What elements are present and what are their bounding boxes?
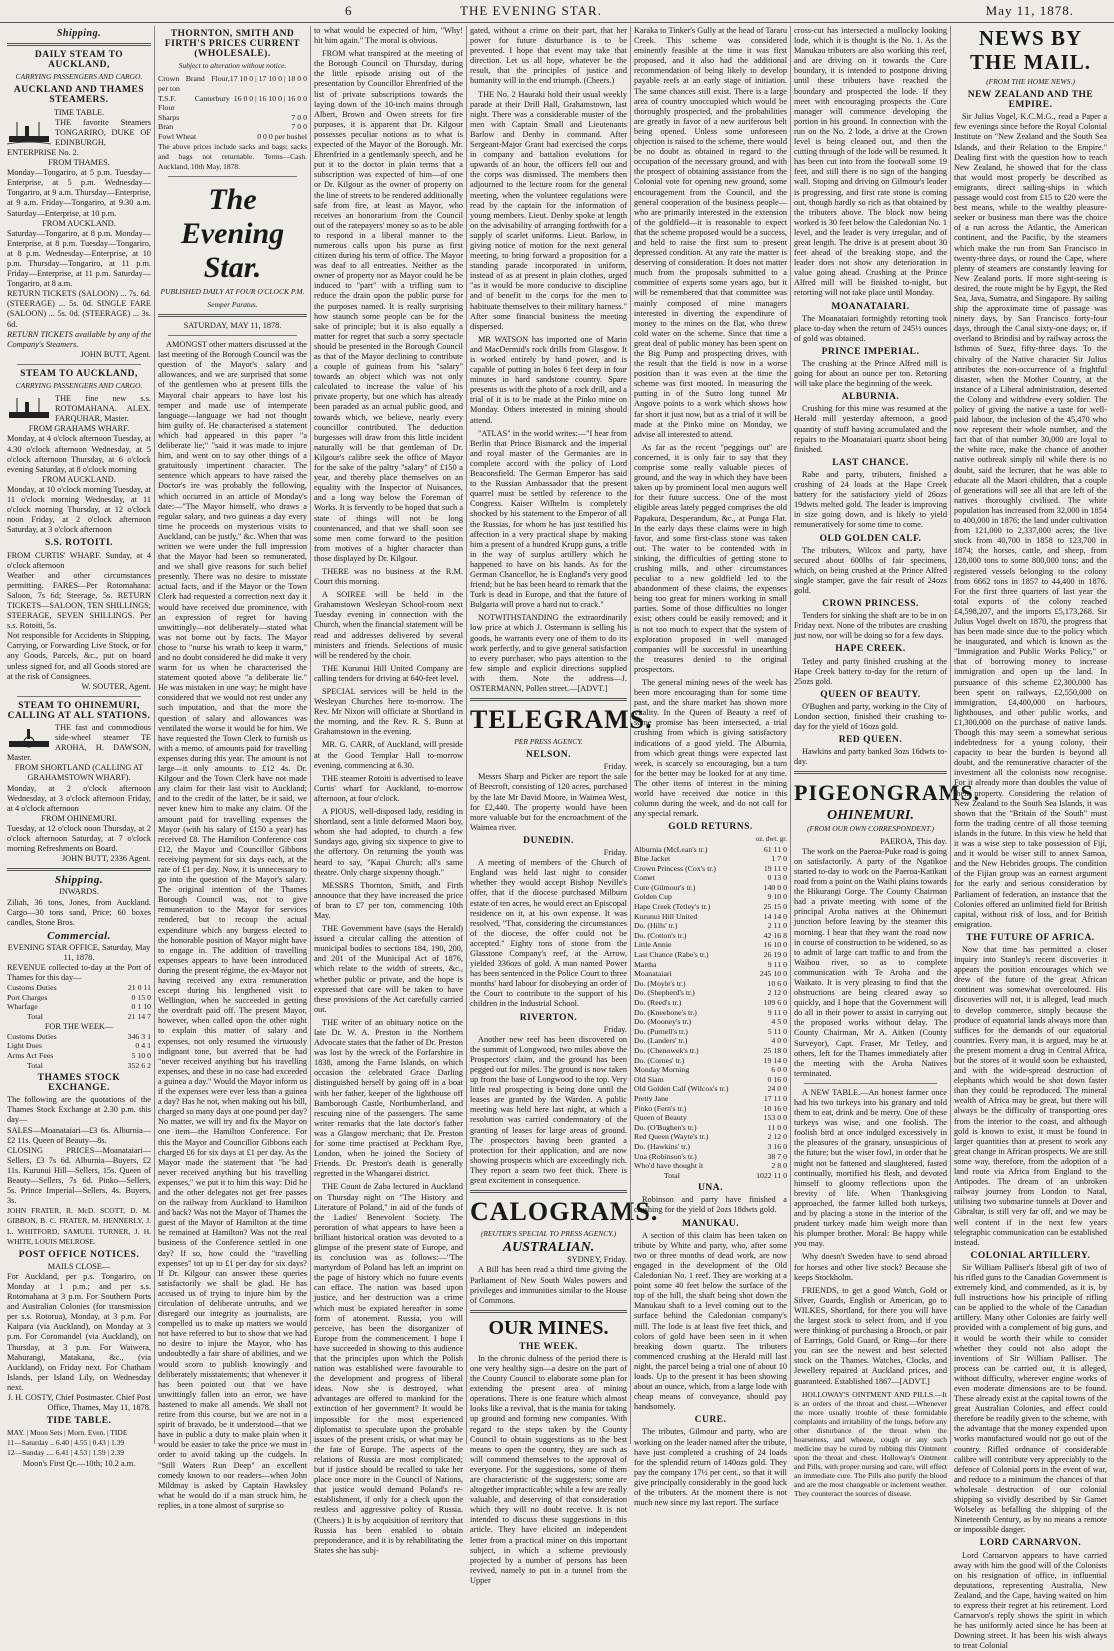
nelson-heading: NELSON. (470, 750, 627, 760)
paragraph: THE No. 2 Hauraki hold their usual weekly parade at their Drill Hall, Grahamstown, last night. There was a considerable muster of the men with Captain Small and Lieutenants Barlow and Denby in command. After Sergeant-Major Grant had exercised the corps in company and battalion evolutions for upwards of an hour, the officers fell out and the corps was dismissed. The members then adjourned to the lecture room for the general meeting, when the volunteer regulations were read by the captain for the information of young members. Lieut. Denby spoke at length on the advisability of arranging forthwith for a supply of scarlet uniforms. Lieut. Barlow, in giving notice of motion for the next general meeting, to bring forward a proposition for a standing parade incorporated in uniform, instead of as at present in plain clothes, urged "as it would be more conducive to discipline and of benefit to the corps for the men to habituate themselves to their military harness." After some financial business the meeting dispersed. (470, 90, 627, 332)
paragraph: THE steamer Rotoiti is advertised to leave Curtis' wharf for Auckland, to-morrow afternoon, at four o'clock. (314, 774, 463, 804)
gold-yield: 2 12 0 (749, 1132, 787, 1142)
post-mails: MAILS CLOSE— (7, 1262, 151, 1272)
table-row (634, 979, 787, 989)
gold-yield: 2 11 0 (749, 921, 787, 931)
week-table (7, 1032, 151, 1070)
liability-notice: Not responsible for Accidents in Shipping, Carrying, or Forwarding Live Stock, or for any Goods, Parcels, &c., put on board unless signed for, and all Goods stored are at the risk of Consignees. (7, 631, 151, 681)
ad2-title: STEAM TO AUCKLAND, (7, 369, 151, 379)
paragraph: Sir Julius Vogel, K.C.M.G., read a Paper a few evenings since before the Royal Colonial Institute on "New Zealand and the South Sea Islands, and their Relation to the Empire." Dealing first with the question how to reach New Zealand, he showed that for the class that would most properly be described as emigrants, direct sailing-ships in which passage would cost from £15 to £20 were the best means, while to the wealthy pleasure-seeker or business man there was the choice of a run across the Atlantic, the American continent, and the Pacific, by the steamers which make the run from San Francisco in twenty-three days, or round the Cape, where plenty of steamers are constantly leaving for New Zealand ports. If more sight-seeing is desired, the route might be by Egypt, the Red Sea, Java, Sumatra, and Singapore. By sailing ship the approximate time of passage was ninety days, by San Francisco forty-four days, through the Canal sixty-one days; or, if overland to Brindisi and by railway across the Isthmus of Suez, fifty-three days. To the chivalry of the Native character Sir Julius attributes the non-occurrence of a frightful disaster, when the Mother Country, at the instance of a Liberal administration, deserted the Colony and withdrew every soldier. The policy of giving the native a taste for well-paid labour, the inclusion of the 45,470 who now represent their whole number, and the fact that of that number 30,000 are loyal to the white race, make the chance of another native outbreak simply nil while there is no doubt, said the lecturer, that he was able to educate all the Maori children, that a couple of generations will see all that are left of the natives thoroughly civilised. The white population has increased from 32,000 in 1854 to 400,000 in 1876; the land under cultivation from 121,000 to 2,337,000 acres; the live stock from 40,700 in 1858 to 123,700 in 1874; the horses, cattle, and sheep, from 128,000 tons to some 800,000 tons; and the registered vessels belonging to the colony from 6662 tons in 1857 to 44,400 in 1876. For the first three quarters of last year the total exports of the colony reached £4,598,207, and the imports £5,173,268. Sir Julius Vogel dwelt on 1870, the progress that has been made since due to the policy which he inaugurated, and which is known as the "Immigration and Public Works Policy," or that of borrowing money to increase immigration and open up the land. In pursuance of this scheme £2,300,000 has been spent on railways, £2,550,000 on immigration, £4,400,000 on harbours, lighthouses, and other public works, and £1,300,000 on the purchase of native lands. Though this may seem a somewhat serious indebtedness for a young colony, their capacity to bear the burden is beyond all doubt, and the remunerative character of the investment all the colonists now recognise. For it already more than doubles the value of their property. Considering the relation of New Zealand to the South Sea Islands, it was shown that the "Britain of the South" must form the trading centre of all those teeming islands in the future. In this view he held that it was a wise step to take possession of Fiji, and it would be wiser still to annex Samoa, and the New Hebrides groups. The condition of the Fijian group was an earnest argument for the early and serious consideration by Parliament of federation, an instance that the Colonies offered an unlimited field for British capital, without risk of loss, and for British emigration. (954, 112, 1107, 930)
paragraph: THE Kurunui Hill United Company are calling tenders for driving at 640-feet level. (314, 664, 463, 684)
issue-date: May 11, 1878. (986, 3, 1074, 19)
mine-name: Golden Cup (634, 892, 749, 902)
table-row (634, 883, 787, 893)
ad3-signature: JOHN BUTT, 2336 Agent. (7, 854, 151, 864)
newspaper-title: THE EVENING STAR. (460, 3, 602, 19)
the-week-heading: THE WEEK. (470, 1342, 627, 1352)
gold-yield: 38 7 0 (749, 1152, 787, 1162)
gold-yield: 245 10 0 (749, 969, 787, 979)
colonial-artillery-heading: COLONIAL ARTILLERY. (954, 1251, 1107, 1261)
divider (794, 771, 947, 774)
dateline: Friday. (470, 762, 627, 772)
mine-name: Do. (Mooney's tr.) (634, 1017, 749, 1027)
shipping-heading: Shipping. (7, 29, 151, 39)
queen-beauty-heading: QUEEN OF BEAUTY. (794, 690, 947, 700)
future-africa-heading: THE FUTURE OF AFRICA. (954, 933, 1107, 943)
column-5 (630, 26, 790, 1444)
paragraph: Rabe and party, tributers, finished a crushing of 24 loads at the Hape Creek battery for the satisfactory yield of 26ozs 19dwts melted gold. The leader is improving in size going down, and is likely to yield remuneratively for some time to come. (794, 470, 947, 531)
table-row (634, 892, 787, 902)
ohinemuri-heading: OHINEMURI. (794, 811, 947, 821)
dateline: Friday. (470, 1025, 627, 1035)
table-row (634, 1027, 787, 1037)
table-row: Total 352 6 2 (7, 1061, 151, 1071)
dunedin-heading: DUNEDIN. (470, 836, 627, 846)
gold-yield: 10 6 0 (749, 979, 787, 989)
divider (7, 868, 151, 871)
mine-name: Blue Jacket (634, 854, 749, 864)
commercial-heading: Commercial. (7, 931, 151, 941)
newspaper-columns (4, 26, 1110, 1444)
table-row (634, 864, 787, 874)
shipping-heading-2: Shipping. (7, 875, 151, 885)
paragraph: MESSRS Thornton, Smith, and Firth announce that they have increased the price of bran to £7 per ton, commencing 10th May. (314, 881, 463, 921)
gold-yield: 25 18 0 (749, 1046, 787, 1056)
dateline: PAEROA, This day. (794, 837, 947, 847)
paper-publish-note: PUBLISHED DAILY AT FOUR O'CLOCK P.M. (158, 287, 307, 297)
ad3-title: STEAM TO OHINEMURI, CALLING AT ALL STATIONS. (7, 701, 151, 721)
ad-auckland-title: DAILY STEAM TO AUCKLAND, (7, 50, 151, 70)
gold-yield: 9 10 0 (749, 892, 787, 902)
table-row: Crown Brand Flour, per ton 17 10 0 | 17 10 0 | 18 0 0 (158, 74, 307, 93)
news-by-mail-heading: NEWS BY THE MAIL. (954, 26, 1107, 74)
from-thames-label: FROM THAMES. (7, 158, 151, 168)
una-body: Robinson and party have finished a crushing for the yield of 2ozs 18dwts gold. (634, 1195, 787, 1215)
ad2-auckland-schedule: Monday, at 10 o'clock morning Tuesday, at 11 o'clock morning Wednesday, at 11 o'clock morning Thursday, at 12 o'clock noon Friday, at 2 o'clock afternoon Saturday, at 3 o'clock afternoon (7, 485, 151, 535)
mine-name: Pinko (Fern's tr.) (634, 1104, 749, 1114)
gold-yield: 0 13 0 (749, 873, 787, 883)
table-row (634, 1152, 787, 1162)
correspondent-label: (FROM OUR OWN CORRESPONDENT.) (794, 824, 947, 834)
gold-yield: 109 6 0 (749, 998, 787, 1008)
paddle-steamer-icon (7, 725, 51, 751)
ad2-from-auckland: FROM AUCKLAND. (7, 475, 151, 485)
paragraph: Crushing for this mine was resumed at the Herald mill yesterday afternoon, a good quantity of stuff having accumulated and the repairs to the Moanataiari quartz shoot being finished. (794, 404, 947, 454)
column-4 (466, 26, 630, 1444)
australian-heading: AUSTRALIAN. (470, 1243, 627, 1253)
hape-creek-heading: HAPE CREEK. (794, 644, 947, 654)
table-row (634, 1036, 787, 1046)
mine-name: Do. (Reed's tr.) (634, 998, 749, 1008)
ad3-schedule-1: Monday, at 2 o'clock afternoon Wednesday, at 3 o'clock afternoon Friday, at 4 o'clock afternoon (7, 784, 151, 814)
inwards-body: Ziliah, 36 tons, Jones, from Auckland. Cargo—30 tons sand, Price; 60 boxes candles, Stone Bros. (7, 898, 151, 928)
table-row (634, 1017, 787, 1027)
gold-yield: 19 11 0 (749, 864, 787, 874)
prices-table (158, 74, 307, 141)
divider (17, 696, 141, 697)
mine-name: Old Golden Calf (Wilcox's tr.) (634, 1084, 749, 1094)
table-row: T.S.F. Canterbury Flour 16 0 0 | 16 10 0 | 16 0 0 (158, 94, 307, 113)
exchange-closing: CLOSING PRICES—Moanataiari—Sellers, £3 7s 6d. Alburnia—Buyers, £2 11s. Kurunui Hill—Sellers, 15s. Queen of Beauty—Sellers, 7s 6d. Pinko—Sellers, 5s. Prince Imperial—Sellers, 4s. Buyers, 3s. (7, 1146, 151, 1207)
paragraph: THE Count de Zaba lectured in Auckland on Thursday night on "The History and Literature of Poland," in aid of the funds of the Ladies' Benevolent Society. The peroration of what appears to have been a brilliant historical oration was devoted to a glimpse of the present state of Europe, and its conclusion was as follows:—"The martyrdom of Poland has left an imprint on the page of history which no future events can efface. The nation was based upon justice, and her destruction was a crime which must be expiated hereafter in some form of atonement. Russia, you will perceive, has been the disorganizer of Europe from the commencement. I hope I have succeeded in showing to this audience that the principles upon which the Polish nation was established were favourable to the development and progress of liberal ideas. Now she is destroyed, what advantages are offered to mankind for the extinction of her government? It would be impossible for the most experienced diplomatist to speculate upon the probable issues of the present crisis, or what may be the fate of Europe. The aspects of the relations of Russia are most complicated; but if justice should be recalled to take her place once more in the Council of Nations, that justice would demand Poland's re-establishment, if only for a check upon the restless and aggressive policy of Russia. (Cheers.) It is by acquisition of territory that Russia has been enabled to obtain preponderance, and it is by rehabilitating the States she has subj- (314, 1182, 463, 1555)
paragraph: Tetley and party finished crushing at the Hape Creek battery to-day for the return of 25ozs gold. (794, 657, 947, 687)
advertisement-paragraph: NOTWITHSTANDING the extraordinarily low price at which J. Ostermann is selling his goods, he warrants every one of them to do its work perfectly, and to give general satisfaction to every purchaser, who pays attention to the few simple and explicit directions supplied with them. Note the address—J. OSTERMANN, Pollen street.—[ADVT.] (470, 613, 627, 694)
moon-phase: Moon's First Qr.—10th; 10.2 a.m. (7, 1459, 151, 1469)
gold-yield: 9 11 0 (749, 960, 787, 970)
paragraph: MR WATSON has imported one of Marin and MacDermid's rock drills from Glasgow. It is worked entirely by hand power, and is capable of putting in holes 6 feet deep in four minutes in hard sandstone country. Spare presents us with the photo of a rock drill, and a trial of it is to be made at the Pinko mine on Monday. Others interested in mining should attend. (470, 335, 627, 426)
table-row (634, 940, 787, 950)
paragraph: Karaka to Tinker's Gully at the head of Tararu Creek. This scheme was considered eminently feasible at the time it was first proposed, and it also had the additional recommendation of being likely to develop payable reefs at an early stage of initiation. The same chances still exist. There is a large area of country unoccupied which would be thoroughly prospected, and the probabilities are greatly in favor of a new auriferous belt being opened. Unless some unforeseen objection is raised to the scheme, there would be no doubt as obtained in regard to the occupation of the necessary ground, and with the prospect of obtaining assistance from the Colonial vote for opening new ground, some encouragement from the Council, and the general cooperation of the business people—who are primarily interested in the extension of the goldfield—it is reasonable to expect that the scheme proposed would be a success, and held to raise the first sum to present depressed condition. At any rate the matter is deserving of consideration. It does not matter much from the proposals submitted to a committee of experts some years ago, but it will be remembered that that committee was mainly composed of mine managers interested in diverting the expenditure of money to the mines on the flat, who threw cold water on the scheme. Since that time a great deal of public money has been spent on the Big Pump and prospecting drives, with the result that the field is now in a worse position than it was even at the time the scheme was first mooted. In measuring the putting in of the Sutro long tunnel Mr Angove points to a work which shows how far short it just now, but as a trial of it will be made at the Pinko mine on Monday, we advise all interested to attend. (634, 26, 787, 440)
riverton-body: Another new reef has been discovered on the summit of Longwood, two miles above the Prospectors' claim, and the ground has been pegged out for miles. The ground is now taken up from the base of Longwood to the top. Very little real prospecting is being done until the leases are granted by the Warden. A public meeting was held here last night, at which a resolution was carried condemnatory of the granting of leases for large areas of ground. The prospectors having been granted a protection for their application, and are now showing prospects which are exceedingly rich. They report a seam two feet thick. There is great excitement in consequence. (470, 1035, 627, 1186)
gold-yield: 3 16 0 (749, 1142, 787, 1152)
manukau-body: A section of this claim has been taken on tribute by White and party, who, after some two or three months of dead work, are now engaged in the development of the Old Caledonian No. 1 reef. They are working at a point some 40 feet below the surface of the top of the hill, the shaft being shot down the Manukau shaft to a level coming out to the surface behind the Caledonian company's mill. The lode is at least five feet thick, and colors of gold have been seen in it when breaking down quartz. The tributers commenced crushing at the Herald mill last night, the parcel being a trial one of about 10 loads. Up to the present it has been showing about an ounce, which, from a large lode with cheap means of conveyance, should pay handsomely. (634, 1231, 787, 1413)
divider (470, 1190, 627, 1193)
gold-yield: 42 16 8 (749, 931, 787, 941)
paragraph: The general mining news of the week has been more encouraging than for some time past, and the share market has shown more vitality. In the Queen of Beauty a reef of some promise has been intersected, a trial crushing from which is giving satisfactory indications of a good yield. The Alburnia, from which great things were expected last week, is scarcely so encouraging, but a turn for the better may be looked for at any time. The other items of interest in the mining world have received due notice in this column during the week, and do not call for any special remark. (634, 678, 787, 819)
table-row (634, 1094, 787, 1104)
table-row: Port Charges 0 15 0 (7, 993, 151, 1003)
divider (158, 314, 307, 317)
gold-yield: 10 16 0 (749, 1104, 787, 1114)
table-row (634, 1075, 787, 1085)
table-row: Arms Act Fees 5 10 0 (7, 1051, 151, 1061)
masthead (0, 0, 1114, 23)
table-row (634, 931, 787, 941)
column-1 (4, 26, 154, 1444)
table-row: Light Dues 0 4 1 (7, 1041, 151, 1051)
table-row (634, 950, 787, 960)
fares-note: Weather and other circumstances permitting. FARES—Per Rotomahana: Saloon, 7s 6d; Steerage, 5s. RETURN TICKETS—SALOON, TEN SHILLINGS; STEERAGE, SEVEN SHILLINGS. Per s.s. Rotoiti, 5s. (7, 571, 151, 632)
gold-yield: 153 0 0 (749, 1113, 787, 1123)
rotoiti-body: FROM CURTIS' WHARF. Sunday, at 4 o'clock afternoon (7, 551, 151, 571)
paragraph: The crushing at the Prince Alfred mill is going for about an ounce per ton. Retorting will take place the beginning of the week. (794, 359, 947, 389)
mine-name: Una (Robinson's tr.) (634, 1152, 749, 1162)
prince-imperial-heading: PRINCE IMPERIAL. (794, 347, 947, 357)
agent-signature: JOHN BUTT, Agent. (7, 350, 151, 360)
paragraph: Tenders for sinking the shaft are to be in on Friday next. None of the tributes are crushing just now, nor will be doing so for a few days. (794, 611, 947, 641)
table-row (634, 969, 787, 979)
paeroa-body: The work on the Paeroa-Puke road is going on satisfactorily. A party of the Ngatikoe started to-day to work on the Paeroa-Katikati road from a point on the Waihi plains towards the Hikurangi Gorge. The County Chairman had a private meeting with some of the principal Aroha natives at the Ohinemuri junction before leaving by the steamer this morning. I hear that they want the road now in course of construction to be widened, so as to admit of large cart traffic to and from the Waihou river, so as to complete communication with Te Aroha and the Waikato. It is very pleasing to find that the obstructions are being cleared away so quickly, and I hope that the Government will do all in their power to assist in carrying out the proposed works without delay. The County Chairman, Mr A. Aitken (County Surveyor), Capt. Fraser, Mr Tetley, and others, left for the Thames immediately after the meeting with the Aroha Natives terminated. (794, 847, 947, 1079)
brokers-list: JOHN FRATER, R. McD. SCOTT, D. M. GIBBON, B. C. FRATER, M. HENNERLY, J. L. WHITFORD, SAMUEL TURNER, J. H. WHITE, LOUIS MELROSE. (7, 1206, 151, 1246)
mine-name: Last Chance (Rabe's tr.) (634, 950, 749, 960)
table-row (634, 1123, 787, 1133)
table-row (634, 1113, 787, 1123)
prices-ad-sub: Subject to alteration without notice. (158, 61, 307, 71)
mine-name: Do. (Hills' tr.) (634, 921, 749, 931)
gold-yield: 0 16 0 (749, 1075, 787, 1085)
cure-heading: CURE. (634, 1415, 787, 1425)
column-6 (790, 26, 950, 1444)
table-row (634, 921, 787, 931)
tide-row: 12—Sunday .... 6.41 | 4.53 | 1.59 | 2.39 (7, 1448, 151, 1458)
table-row (634, 902, 787, 912)
mine-name: Do. (Chenowek's tr.) (634, 1046, 749, 1056)
gold-yield: 11 0 0 (749, 1123, 787, 1133)
table-row: Fowl Wheat 0 0 0 per bushel (158, 132, 307, 142)
sydney-body: A Bill has been read a third time giving the Parliament of New South Wales powers and privileges and immunities similar to the House of Commons. (470, 1265, 627, 1305)
prices-ad-title: THORNTON, SMITH AND FIRTH'S PRICES CURRENT (WHOLESALE). (158, 29, 307, 59)
our-mines-heading: OUR MINES. (470, 1317, 627, 1339)
gold-returns-heading: GOLD RETURNS. (634, 822, 787, 832)
table-row (634, 873, 787, 883)
mine-name: Monday Morning (634, 1065, 749, 1075)
commercial-intro: REVENUE collected to-day at the Port of Thames for this day— (7, 963, 151, 983)
divider (168, 335, 297, 336)
ad2-sub: CARRYING PASSENGERS AND CARGO. (7, 381, 151, 391)
paper-nameplate: The Evening Star. (158, 183, 307, 285)
table-row (634, 1104, 787, 1114)
paragraph: A PIOUS, well-disposed lady, residing in Shortland, sent a little deformed Maori boy, whom she had adopted, to church a few Sundays ago, giving six sixpence to give to the offertory. On returning the youth was heard to say, "Kapai Church; all's same theatre. Only charge sixpenny though." (314, 807, 463, 878)
paragraph: The tributers, Wilcox and party, have secured about 600lbs of fair specimens, which, on being crushed at the Prince Alfred single stamper, gave the fair result of 24ozs gold. (794, 546, 947, 596)
gold-yield: 61 11 0 (749, 845, 787, 855)
divider (804, 1083, 937, 1084)
paragraph: Sir William Palliser's liberal gift of two of his rifled guns to the Canadian Government is extremely kind, and commended, as it is, by full instructions how his principle of rifling can be applied to the whole of the Canadian artillery. Many other Colonies are fairly well provided with a complement of big guns, and it would be worth their while to consider whether they could not also adopt the inventions of Sir William Palliser. The process can be carried out, it is alleged, without difficulty, wherever engine works of even moderate dimensions are to be found. These already exist at the capital towns of the great Australian Colonies, and effect could therefore be readily given to the scheme, with the advantage that the money expended upon works manufactured would not go out of the country. Rifled ordnance of considerable calibre will contribute very appreciably to the defence of Colonial ports in the event of war, and reduce to a minimum the chances of that wholesale destruction of our colonial shipping so vividly described by Sir Garnet Wolseley as befalling the shipping of the Nineteenth Century, as by no means a remote or impossible danger. (954, 1263, 1107, 1536)
mine-name: Do. (Cotton's tr.) (634, 931, 749, 941)
gold-yield: 19 14 0 (749, 1056, 787, 1066)
exchange-heading: THAMES STOCK EXCHANGE. (7, 1073, 151, 1093)
ad-auckland-body: THE favorite Steamers TONGARIRO, DUKE OF EDINBURGH, ENTERPRISE No. 2. (7, 118, 151, 157)
divider (168, 176, 297, 177)
lord-carnarvon-heading: LORD CARNARVON. (954, 1538, 1107, 1548)
table-row (634, 998, 787, 1008)
column-7 (950, 26, 1110, 1444)
mine-name: Old Siam (634, 1075, 749, 1085)
table-row: Customs Duties 21 0 11 (7, 983, 151, 993)
editorial-dateline: SATURDAY, MAY 11, 1878. (158, 321, 307, 331)
gold-yield: 24 0 0 (749, 1084, 787, 1094)
mine-name: Little Annie (634, 940, 749, 950)
last-chance-heading: LAST CHANCE. (794, 458, 947, 468)
nelson-body: Messrs Sharp and Picker are report the sale of Beecroft, consisting of 120 acres, purchased by the late Mr David Moore, in Waimea West, for £2,440. The property would have been more valuable but for the encroachment of the Waimea river. (470, 772, 627, 833)
dateline: Friday. (470, 848, 627, 858)
gold-units: oz. dwt. gr. (634, 834, 787, 844)
return-tickets-note: RETURN TICKETS available by any of the Company's Steamers. (7, 330, 151, 350)
table-row (634, 912, 787, 922)
mine-name: Hape Creek (Tetley's tr.) (634, 902, 749, 912)
tide-row: 11—Saturday .. 6.40 | 4.55 | 0.43 | 1.39 (7, 1438, 151, 1448)
week-label: FOR THE WEEK— (7, 1022, 151, 1032)
table-row: Customs Duties 346 3 1 (7, 1032, 151, 1042)
from-grahams-label: FROM GRAHAMS WHARF. (7, 424, 151, 434)
mine-name: Who'd have thought it (634, 1161, 749, 1171)
gold-yield: 2 12 0 (749, 988, 787, 998)
page-number: 6 (345, 3, 353, 19)
editorial-text: AMONGST other matters discussed at the last meeting of the Borough Council was the question of the Mayor's salary and allowances, and we are surprised that some of the gentlemen who at present fills the Mayoral chair appears to have lost his temper and made use of intemperate language—language we had not thought him guilty of. He characterised a statement which had appeared in this paper "a deliberate lie;" "said it was made to injure him, and went on to say other things of a gratuitously impertinent character. The sentence which appears to have raised the Doctor's ire was probably the following, which occurred in an article of Monday's date:—"The Mayor himself, who draws a regular salary, and two guineas a day every time he proceeds on mysterious visits to Auckland, can be justly," &c. When that was written we were under the full impression that the Mayor had been so remunerated, and we shall give reasons for such belief presently. There was no desire to misstate actual facts, and if the Mayor or the Town Clerk had requested a correction next day it would have received due prominence, with an expression of regret for having unwittingly—not deliberately—stated what was not borne out by facts. The Mayor chose to "nurse his wrath to keep it warm," and no doubt considered he did make it very warm for us when he characterised the statement quoted above "a deliberate lie." He was mistaken in one way; he might have considered that we would not rest under any such imputation, and that the more the question of salary and allowances was ventilated the worse it would be for him. We have requested the Town Clerk to furnish us with a memo. of amounts paid for travelling expenses during this year. The amount is not large—it only amounts to £12 4s. Dr. Kilgour and the Town Clerk have not made any claim for their last visit to Auckland; and to the credit of the latter, be it said, we never knew him to make any claim. Of the amount paid for travelling expenses the Mayor (with his salary of £150 a year) has received £8. The Hamilton Conference cost £12, the Mayor and Councillor Gibbons receiving payment for six days each, at the rate of £1 per day. Now, it is unnecessary to go into the question of the Mayor's salary. The original intention of the Thames Borough Council was, not to give remuneration to the Mayor for services rendered, but to recoup the actual expenditure which any burgess elected to the honorable position of Mayor might have to engage in. The addition of travelling expenses appears to have been introduced during the present régime, the ex-Mayor not having received any extra remuneration except during his lengthened visit to Wellington, when he succeeded in getting the overdraft paid off. The present Mayor, however, when called upon the other night to explain this matter of salary and expenses, not only resumed the virtuously indignant tone, but averred that he had "never received anything but his travelling expenses, and these in no case had exceeded a guinea a day." Would the Mayor inform us if the expenses were ever less than a guinea a day? Has he not, when making out his bill, charged so many days at one pound per day? No matter, we will try and fix the Mayor on one item—the Hamilton Conference. For this the Mayor and Councillor Gibbons each charged £6 for six days at £1 per day. As the Mayor made the statement that "he had never received anything but his travelling expenses," we put it to him this way: Did he and the other delegates not get free passes on the railway from Auckland to Hamilton and back? Was not the Mayor of Thames the guest of the Mayor of Hamilton at the time he remained at Hamilton? Was not the real business of the Conference settled in one day? If so, how could the "travelling expenses" tot up to £1 per day for six days? If Dr. Kilgour can answer these queries satisfactorily we shall be glad. He has accused us of trying to injure him by the circulation of deliberate untruths, and we disregard our integrity as journalists, are compelled us to make up matters we would not have referred to but to show that we had no desire to injure the Mayor, who has undoubtedly a fair share of abilities, and we would scorn to publish knowingly and deliberately misstatements; that whenever it has been pointed out that we have unwittingly fallen into an error, we have hastened to make all amends. We shall not retire from this course, but we are not in a spirit of bravado, be it understood—that we have in public a duty to make plain when it would be easier to take the price we must in order to avoid taking up the cudgels. In "Still Waters Run Deep" an excellent comedy known to our readers—when John Mildmay is asked by Captain Hawksley what he would do if a man struck him, he replies, in a tone almost of surprise so (158, 340, 307, 1511)
pigeongrams-heading: PIGEONGRAMS. (794, 779, 947, 807)
table-row (634, 988, 787, 998)
table-row (634, 1161, 787, 1171)
paragraph: Hawkins and party banked 3ozs 16dwts to-day. (794, 747, 947, 767)
exchange-sales: SALES—Moanataiari—£3 6s. Alburnia—£2 11s. Queen of Beauty—8s. (7, 1126, 151, 1146)
mine-name: Do. (Shepherd's tr.) (634, 988, 749, 998)
paper-motto: Semper Paratus. (158, 300, 307, 310)
paragraph: THE Government have (says the Herald) issued a circular calling the attention of municipal bodies to sections 184, 190, 200, and 201 of the Municipal Act of 1876, which relate to the width of streets, &c., whether public or private, and the hope is expressed that care will be taken to have these provisions of the Act carefully carried out. (314, 924, 463, 1015)
table-row (634, 1171, 787, 1181)
divider (470, 1310, 627, 1313)
paragraph: O'Bughen and party, working in the City of London section, finished their crushing to-day for the yield of 16ozs gold. (794, 702, 947, 732)
nz-empire-heading: NEW ZEALAND AND THE EMPIRE. (954, 90, 1107, 110)
commercial-office: EVENING STAR OFFICE, Saturday, May 11, 1878. (7, 943, 151, 963)
column-2 (154, 26, 310, 1444)
post-body: For Auckland, per p.s. Tongariro, on Monday at 1 p.m.; and per s.s. Rotomahana at 3 p.m. For Southern Ports and Australian Colonies (for transmission per s.s. Rotorua), Monday, at 3 p.m. For Kaipara (via Auckland), on Monday at 3 p.m. For Coromandel (via Auckland), on Thursday, at 3 p.m. For Waiwera, Mahurangi, Matakana, &c., (via Auckland), on Friday next. For Chatham Islands, per Island Lily, on Wednesday next. (7, 1272, 151, 1393)
golden-calf-heading: OLD GOLDEN CALF. (794, 534, 947, 544)
inwards-label: INWARDS. (7, 887, 151, 897)
mine-name: Queen of Beauty (634, 1113, 749, 1123)
steamship-icon (7, 120, 51, 146)
ad3-schedule-2: Tuesday, at 12 o'clock noon Thursday, at 2 o'clock afternoon Saturday, at 7 o'clock morning Refreshments on Board. (7, 824, 151, 854)
post-heading: POST OFFICE NOTICES. (7, 1250, 151, 1260)
gold-returns-table (634, 845, 787, 1181)
manukau-heading: MANUKAU. (634, 1219, 787, 1229)
divider (7, 43, 151, 46)
telegrams-heading: TELEGRAMS. (470, 706, 627, 734)
paragraph: Now that time has permitted a closer inquiry into Stanley's recent discoveries it appears the position encourages which we drew of the future of the great African continent was somewhat overcoloured. His discoveries will not, it is alleged, lead much to develop commerce, simply because the produce of equatorial lands always more than suffices for the demands of our equatorial countries. Every man, it is argued, may be at the present moment a drug in Central Africa, but the stores of it would soon be exhausted, and with the wide-spread destruction of elephants which would be shot down faster than they could be reproduced. The mineral wealth of Africa may be great, but there will always be the difficulty of transporting ores from the interior to the coast, and although gold is known to exist, it must be found in larger quantities than at present to work any great change in African prospects. We are still some way, therefore, from the adoption of a land route via Africa from England to the Antipodes. The dream of an unbroken railway journey from London to Natal, utilising two submarine tunnels at Dover and Gibraltar, is still very far off, and we may be well content if in the next few years telegraphic communication can be established instead. (954, 945, 1107, 1248)
column-3 (310, 26, 466, 1444)
paragraph: gated, without a crime on their part, that her power for future disturbance is to be prevented. I hope that event may take that direction. Let us all hope, whatever be the result, that the principles of justice and humanity will in the end triumph. (Cheers.) (470, 26, 627, 87)
gold-yield: 1022 11 0 (749, 1171, 787, 1181)
calograms-heading: CALOGRAMS. (470, 1198, 627, 1226)
ad-auckland-steamers (7, 118, 151, 158)
paragraph: THERE was no business at the R.M. Court this morning. (314, 567, 463, 587)
mine-name: Crown Princess (Cox's tr.) (634, 864, 749, 874)
mine-name: Do. (Landers' tr.) (634, 1036, 749, 1046)
paragraph: As far as the recent "peggings out" are concerned, it is only fair to say that they comprise some really valuable pieces of ground, and the way in which they have been taken up by prominent local men augurs well for their future success. One of the most eligible areas lately pegged comprises the old Papakura, Desperandum, &c., at Punga Flat. In the early days these claims were in high favor, and some first-class stone was taken out. The water to be contended with in sinking, the difficulties of getting stone to crushing mills, and other circumstances peculiar to a new goldfield led to the abandonment of these claims, the expenses being too great for miners working in small parties. Some of those difficulties no longer exist; others could be easily removed; and it is not too much to expect that the system of exploration proposed in well managed companies will be successful in unearthing the treasures denied to the original prospectors. (634, 443, 787, 675)
mine-name: Moanataiari (634, 969, 749, 979)
ad-auckland-timetable: TIME TABLE. (7, 108, 151, 118)
table-row (634, 1132, 787, 1142)
table-row: Total 21 14 7 (7, 1012, 151, 1022)
mine-name: Do. (O'Bughen's tr.) (634, 1123, 749, 1133)
paragraph: A SOIREE will be held in the Grahamstown Wesleyan School-room next Tuesday evening in connection with the Church, when the financial statement will be read and addresses delivered by several ministers and friends. Selections of music will be rendered by the choir. (314, 590, 463, 661)
paragraph: MR. G. CARR, of Auckland, will preside at the Good Templar Hall to-morrow evening, commencing at 6.30. (314, 740, 463, 770)
gold-yield: 2 8 0 (749, 1161, 787, 1171)
paragraph: The Moanataiari fortnightly retorting took place to-day when the return of 245½ ounces of gold was obtained. (794, 314, 947, 344)
press-agency-label: PER PRESS AGENCY. (470, 737, 627, 747)
riverton-heading: RIVERTON. (470, 1013, 627, 1023)
ad3-from-shortland: FROM SHORTLAND (CALLING AT GRAHAMSTOWN WHARF). (7, 763, 151, 783)
mine-name: Do. (Kneebone's tr.) (634, 1008, 749, 1018)
mine-name: Alburnia (McLean's tr.) (634, 845, 749, 855)
table-row (634, 1008, 787, 1018)
paragraph: "ATLAS" in the world writes:—"I hear from Berlin that Prince Bismarck and the imperial and royal master of the Germanies are in complete accord with the policy of Lord Beaconsfield. The German Emperor has said to the Russian Ambassador that the present quarrel must be settled by reference to the Congress. Kaiser Wilhelm is completely shocked by his statement to the Emperor of all the Russias, for whom he has just testified his affection in a very practical shape by making him a present of a hundred Krupp guns, a trifle in the way of surplus artillery which he happened to have on his hands. As for the German Chancellor, he is England's very good friend; but he has been heard to remark that the Turk is dead in Europe, and that the future of Bulgaria will prove a hard nut to crack." (470, 429, 627, 611)
auckland-schedule: Saturday—Tongariro, at 8 p.m. Monday—Enterprise, at 8 p.m. Tuesday—Tongariro, at 8 p.m. Wednesday—Enterprise, at 10 p.m. Thursday—Tongariro, at 11 p.m. Friday—Enterprise, at 11 p.m. Saturday—Tongariro, at 8 a.m. (7, 229, 151, 290)
ad-auckland-route: AUCKLAND AND THAMES STEAMERS. (7, 85, 151, 105)
mine-name: Comet (634, 873, 749, 883)
grahams-schedule: Monday, at 4 o'clock afternoon Tuesday, at 4.30 o'clock afternoon Wednesday, at 5 o'clock afternoon Thursday, at 6 o'clock evening Saturday, at 8 o'clock morning (7, 434, 151, 474)
red-queen-heading: RED QUEEN. (794, 735, 947, 745)
gold-yield: 140 0 0 (749, 883, 787, 893)
cure-body: The tributes, Gilmour and party, who are working on the leader named after the tribute, have just completed a crushing of 24 loads for the splendid return of 140ozs gold. They pay the company 17½ per cent., so that it will give principally considerably in the good luck of the tributers. At the moment there is not much new since my last report. The surface (634, 1427, 787, 1508)
ad2-body: THE fine new s.s. ROTOMAHANA. ALEX. FARQUHAR, Master. (55, 394, 151, 423)
mine-name: Do. (Purnell's tr.) (634, 1027, 749, 1037)
alburnia-heading: ALBURNIA. (794, 392, 947, 402)
gold-yield: 17 11 0 (749, 1094, 787, 1104)
gold-yield: 5 11 0 (749, 1027, 787, 1037)
fares: RETURN TICKETS (SALOON) ... 7s. 6d. (STEERAGE) ... 5s. 0d. SINGLE FARE (SALOON) ... 5s. 0d. (STEERAGE) ... 3s. 6d. (7, 289, 151, 329)
mine-name: Do. (Hawkins' tr.) (634, 1142, 749, 1152)
paragraph: THE writer of an obituary notice on the late Dr. W. A. Preston in the Northern Advocate states that the father of Dr. Preston was lost by the wreck of the Forfarshire in 1838, among the Farne Islands, on which occasion the celebrated Grace Darling distinguished herself by going off in a boat with her father, keeper of the lighthouse off Bamborough Castle, Northumberland, and rescuing nine of the passengers. The same writer remarks that the late doctor's father was a Glasgow merchant; that Dr. Preston for some time practised at Peckham Rye, London, when he joined the Society of Friends. Dr. Preston's death is generally regretted in the Whangarei district. (314, 1018, 463, 1180)
gold-yield: 1 7 0 (749, 854, 787, 864)
table-row (634, 1084, 787, 1094)
table-row: Sharps 7 0 0 (158, 113, 307, 123)
mine-name: Do. (Cornes' tr.) (634, 1056, 749, 1066)
table-row (634, 1046, 787, 1056)
moanataiari-heading: MOANATAIARI. (794, 302, 947, 312)
table-row: Wharfage 0 1 10 (7, 1002, 151, 1012)
post-signature: J. H. COSTY, Chief Postmaster. Chief Post Office, Thames, May 11, 1878. (7, 1393, 151, 1413)
paragraph: SPECIAL services will be held in the Wesleyan Churches here to-morrow. The Rev. Mr Nixon will officiate at Shortland in the morning, and the Rev. R. S. Bunn at Grahamstown in the evening. (314, 687, 463, 737)
ad-auckland-sub: CARRYING PASSENGERS AND CARGO. (7, 72, 151, 82)
ad2-signature: W. SOUTER, Agent. (7, 682, 151, 692)
thames-schedule: Monday—Tongariro, at 5 p.m. Tuesday—Enterprise, at 5 p.m. Wednesday—Tongariro, at 9 a.m. Thursday—Enterprise, at 9 a.m. Friday—Tongariro, at 9.30 a.m. Saturday—Enterprise, at 10 p.m. (7, 168, 151, 218)
tide-heading: TIDE TABLE. (7, 1416, 151, 1426)
divider (470, 698, 627, 701)
paragraph: FROM what transpired at the meeting of the Borough Council on Thursday, during the little episode arising out of the presentation by Councillor Ehrenfried of the list of private subscriptions towards the laying down of the 10-inch mains through Albert, Brown and Owen streets for fire purposes, it is apparent that Dr. Kilgour possesses peculiar notions as to what is expected of the Mayor of the Borough. Mr. Ehrenfried in a gentlemanly speech, and he put it to the doctor in plain terms that a subscription was expected of him—of one or Dr. Kilgour as the owner of property on the line of streets to be rendered additionally safe from fire, at least as Mayor, who receives an honorarium from the Council out of the ratepayers' money so as to be able to respond in a liberal manner to the numerous calls upon his purse as first citizen during his term of office. The Mayor was deaf to all entreaties. Neither as the owner of property nor as Mayor could he be induced to "part" with a trifling sum to reduce the drain upon the public purse for the purposes named. It is really surprising how staunch some people can be for the sake of principle; but it is also equally a matter for regret that such a sorry spectacle should be presented in the Borough Council as that of the Mayor declining to contribute a couple of guineas from his "salary" towards an object which was not only calculated to increase the value of his private property, but one which has already been paraded as an actual public good, and towards which, we believe, nearly every councillor contributed. The deduction burgesses will draw from this little incident naturally will be that gentleman of Dr. Kilgour's calibre seek the office of Mayor for the sake of the paltry "salary" of £150 a year, and thereby place themselves on an equality with the Inspector of Nuisances, and a long way below the Foreman of Works. It is fervently to be hoped that such a state of things will not be long countenanced, and that we shall soon see some men come forward to the position from motives of a higher character than those displayed by Dr. Kilgour. (314, 49, 463, 564)
mine-name: Do. (Moyle's tr.) (634, 979, 749, 989)
joke-paragraph: Why doesn't Sweden have to send abroad for horses and other live stock? Because she keeps Stockholm. (794, 1252, 947, 1282)
revenue-table (7, 983, 151, 1021)
table-row (634, 1056, 787, 1066)
ad3-body: THE fast and commodious side-wheel steamer TE AROHA, H. DAWSON, Master. (7, 723, 151, 762)
advertisement-paragraph: FRIENDS, to get a good Watch, Gold or Silver, Guards, English or American, go to WILKES, Shortland, for there you will have the largest stock to select from, and if you were thinking of purchasing a Brooch, or pair of Earrings, Gold Guard, or Ring—for there you can see the newest and best selected stock on the Thames. Watches, Clocks, and Jewellery repaired at Auckland prices, and guaranteed. Established 1867—[ADVT.] (794, 1286, 947, 1387)
una-heading: UNA. (634, 1183, 787, 1193)
gold-yield: 9 11 0 (749, 1008, 787, 1018)
crown-princess-heading: CROWN PRINCESS. (794, 599, 947, 609)
paragraph: Lord Carnarvon appears to have carried away with him the good will of the Colonists on his resignation of office, in influential deputations, representing Australia, New Zealand, and the Cape, having waited on him to express their regret at his retirement. Lord Carnarvon's reply shows the spirit in which he has uniformly acted since he has been at Downing street. It has been his wish always to treat Colonial (954, 1551, 1107, 1651)
mine-name: Cure (Gilmour's tr.) (634, 883, 749, 893)
fable-paragraph: A NEW TABLE.—An honest farmer once had his two turkeys into his granary and told them to eat, drink and be merry. One of these turkeys was wise, and one foolish. The foolish bird at once indulged excessively in the pleasures of the granary, unsuspicious of the future; but the wiser fowl, in order that he might not be fattened and slaughtered, fasted continually, mortified his flesh, and devoted himself to gloomy reflections upon the brevity of life. When Thanksgiving approached, the farmer killed both turkeys, and by placing a stone in the interior of the prudent turkey made him weigh more than his plumper brother. Moral: Be happy while you may. (794, 1088, 947, 1250)
paragraph: cross-cut has intersected a mullocky looking lode, which it is thought is the No. 1. As the Manukau tributers are also working this reef, and are driving on it towards the Cure boundary, it is intended to postpone driving until these tributers have reached the boundary and prospected the lode. If they meet with encouraging prospects the Cure manager will commence developing the portion in his ground. In connection with the run on the No. 2 lode, a drive at the Crown level is being cleaned out, and then the cutting through of the lode will be resumed. It has been cut into from the footwall some 19 feet, and still there is no sign of the hanging wall. Stoping and driving on Gilmour's leader is progressing, and first rate stone is coming out, though hardly so rich as that obtained by the tributers above. The block now being worked is 30 feet below the Caledonian No. 1 level, and the leader is very irregular, and of great length. The drive is at present about 30 feet ahead of the breaking stope, and the leader does not show any deterioration in value going ahead. Crushing at the Prince Alfred mill will be finished to-night, but retorting will not take place until Monday. (794, 26, 947, 299)
rotoiti-title: S.S. ROTOITI. (7, 538, 151, 548)
table-row (634, 854, 787, 864)
reuters-label: (REUTER'S SPECIAL TO PRESS AGENCY.) (470, 1229, 627, 1239)
gold-yield: 6 0 0 (749, 1065, 787, 1075)
dateline: SYDNEY, Friday. (470, 1255, 627, 1265)
from-auckland-label: FROM AUCKLAND. (7, 219, 151, 229)
dunedin-body: A meeting of members of the Church of England was held last night to consider whether they would accept Bishop Neville's offer, that if the diocese purchased Milburn estate of ten acres, he would erect an Episcopal residence on it, at his own expense. It was resolved, "That, considering the circumstances of the diocese, the offer could not be accepted." Eighty tons of stone from the Glasstone Company's reef, at the Arrow, yielded 336ozs of gold. A man named Power has been sentenced in the Police Court to three months' hard labour for disobeying an order of the Court to contribute to the support of his children in the Industrial School. (470, 858, 627, 1009)
gold-yield: 25 15 0 (749, 902, 787, 912)
mine-name: Pretty Jane (634, 1094, 749, 1104)
steamship-icon (7, 396, 51, 422)
article-continuation: to what would be expected of him, "Why! hit him again." The moral is obvious. (314, 26, 463, 46)
gold-yield: 4 5 0 (749, 1017, 787, 1027)
holloway-advertisement: HOLLOWAY'S OINTMENT AND PILLS.—It is an orders of the throat and chest.—Whenever the more usually trouble of these formidable complaints and irritability of the lungs, before any other disturbance of the throat when the hoarseness, and wheeze, cough or any such medicine may be cured by rubbing this Ointment upon the throat and chest. Holloway's Ointment and Pills, with proper nursing and care, will effect an immediate cure. The Pills also purify the blood and are the most changeable or inclement weather. They counteract the sources of disease. (794, 1390, 947, 1498)
gold-yield: 14 14 0 (749, 912, 787, 922)
gold-yield: 26 19 0 (749, 950, 787, 960)
gold-yield: 4 0 0 (749, 1036, 787, 1046)
divider (17, 364, 141, 365)
mines-body: In the chronic dulness of the period there is one very healthy sign—a desire on the part of the County Council to elaborate some plan for extending the present area of mining operations. There is one feature which almost looks like a revival, that is the mania for taking up ground and forming new companies. With regard to the steps taken by the County Council to obtain suggestions as to the best means to open the country, they are such as will commend themselves to the approval of everyone. For the suggestions, some of them are characteristic of the suggesters; some are altogether impracticable; while a few are really valuable, and deserving of that consideration which they will no doubt receive. It is not intended to discuss these suggestions in this article. They have elicited an independent letter from a practical miner on this important subject, in which a scheme previously projected by a number of persons has been revived, namely to put in a tunnel from the Upper (470, 1354, 627, 1586)
prices-note: The above prices include sacks and bags; sacks and bags not returnable. Terms—Cash. Auckland, 10th May, 1878. (158, 142, 307, 172)
exchange-body: The following are the quotations of the Thames Stock Exchange at 2.30 p.m. this day— (7, 1095, 151, 1125)
gold-yield: 16 10 0 (749, 940, 787, 950)
mine-name: Total (634, 1171, 749, 1181)
table-row (634, 1142, 787, 1152)
mine-name: Red Queen (Wayte's tr.) (634, 1132, 749, 1142)
mine-name: Kurunui Hill United (634, 912, 749, 922)
table-row (634, 1065, 787, 1075)
table-row (634, 845, 787, 855)
table-row (634, 960, 787, 970)
home-news-label: (FROM THE HOME NEWS.) (954, 77, 1107, 87)
ad3-from-ohinemuri: FROM OHINEMURI. (7, 814, 151, 824)
mine-name: Martha (634, 960, 749, 970)
table-row: Bran 7 0 0 (158, 122, 307, 132)
tide-columns: MAY. | Moon Sets | Morn. Even. | TIDE (7, 1428, 151, 1438)
